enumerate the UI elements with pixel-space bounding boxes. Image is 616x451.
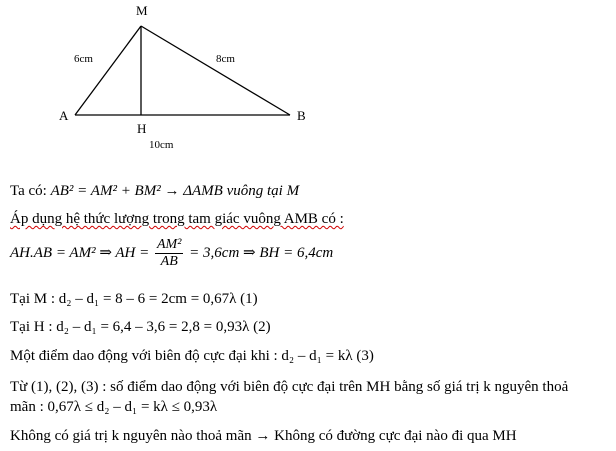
line2-text: Áp dụng hệ thức lượng trong tam giác vuông AMB có : bbox=[10, 211, 344, 227]
line1-lead: Ta có: bbox=[10, 183, 47, 199]
line3-left: AH.AB = AM² ⇒ AH = bbox=[10, 245, 150, 261]
text-line-3 bbox=[10, 236, 333, 270]
line6-text: Một điểm dao động với biên độ cực đại khi : d₂ – d₁ = kλ (3) bbox=[10, 348, 374, 364]
fraction-denominator: AB bbox=[160, 254, 178, 270]
text-line-1 bbox=[10, 182, 299, 200]
dimension-am: 6cm bbox=[74, 53, 93, 65]
line3-right: = 3,6cm ⇒ BH = 6,4cm bbox=[189, 245, 334, 261]
text-line-9 bbox=[10, 427, 517, 445]
text-line-8 bbox=[10, 398, 217, 416]
label-b: B bbox=[297, 108, 306, 123]
text-line-5 bbox=[10, 318, 271, 336]
line4-text: Tại M : d₂ – d₁ = 8 – 6 = 2cm = 0,67λ (1) bbox=[10, 291, 258, 307]
text-line-6 bbox=[10, 347, 374, 365]
label-m: M bbox=[136, 3, 148, 18]
line7-text: Từ (1), (2), (3) : số điểm dao động với biên độ cực đại trên MH bằng số giá trị k nguyên thoả bbox=[10, 379, 569, 395]
segment-am bbox=[75, 26, 141, 115]
triangle-figure bbox=[0, 0, 616, 160]
line1-equation: AB² = AM² + BM² → ΔAMB vuông tại M bbox=[50, 183, 300, 199]
line8-text: mãn : 0,67λ ≤ d₂ – d₁ = kλ ≤ 0,93λ bbox=[10, 399, 218, 415]
label-h: H bbox=[137, 121, 147, 136]
dimension-ab: 10cm bbox=[149, 139, 174, 151]
fraction-am2-ab bbox=[155, 237, 183, 270]
text-line-2 bbox=[10, 210, 344, 228]
text-line-4 bbox=[10, 290, 258, 308]
fraction-numerator: AM² bbox=[157, 237, 182, 253]
label-a: A bbox=[59, 108, 69, 123]
segment-mb bbox=[141, 26, 290, 115]
line5-text: Tại H : d₂ – d₁ = 6,4 – 3,6 = 2,8 = 0,93λ (2) bbox=[10, 319, 271, 335]
line9-text: Không có giá trị k nguyên nào thoả mãn → Không có đường cực đại nào đi qua MH bbox=[10, 428, 517, 444]
dimension-bm: 8cm bbox=[216, 53, 235, 65]
text-line-7 bbox=[10, 378, 568, 396]
